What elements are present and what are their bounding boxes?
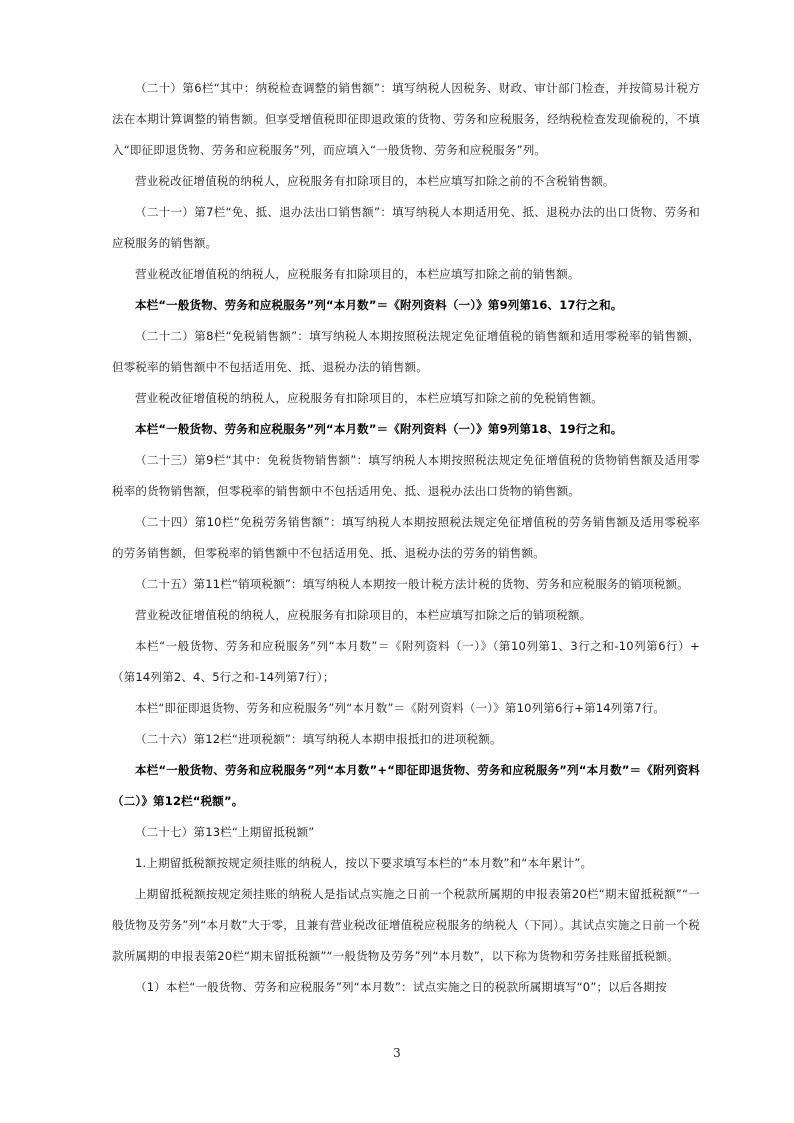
- paragraph: 营业税改征增值税的纳税人，应税服务有扣除项目的，本栏应填写扣除之前的不含税销售额。: [135, 174, 615, 188]
- formula-paragraph: 本栏“一般货物、劳务和应税服务”列“本月数”+“即征即退货物、劳务和应税服务”列“本月数”＝《附列资料（二）》第12栏“税额”。: [112, 763, 700, 808]
- document-body: [112, 73, 700, 1003]
- formula-paragraph: 本栏“一般货物、劳务和应税服务”列“本月数”＝《附列资料（一）》第9列第18、19行之和。: [135, 422, 623, 436]
- paragraph: 1.上期留抵税额按规定须挂账的纳税人，按以下要求填写本栏的“本月数”和“本年累计”。: [135, 856, 593, 870]
- paragraph: （二十六）第12栏“进项税额”：填写纳税人本期申报抵扣的进项税额。: [135, 732, 502, 746]
- paragraph: （二十三）第9栏“其中：免税货物销售额”：填写纳税人本期按照税法规定免征增值税的货物销售额及适用零税率的货物销售额，但零税率的销售额中不包括适用免、抵、退税办法出口货物的销售额。: [112, 453, 700, 498]
- paragraph: （二十四）第10栏“免税劳务销售额”：填写纳税人本期按照税法规定免征增值税的劳务销售额及适用零税率的劳务销售额，但零税率的销售额中不包括适用免、抵、退税办法的劳务的销售额。: [112, 515, 700, 560]
- paragraph: 营业税改征增值税的纳税人，应税服务有扣除项目的，本栏应填写扣除之前的免税销售额。: [135, 391, 603, 405]
- paragraph: 营业税改征增值税的纳税人，应税服务有扣除项目的，本栏应填写扣除之前的销售额。: [135, 267, 580, 281]
- paragraph: 本栏“一般货物、劳务和应税服务”列“本月数”＝《附列资料（一）》（第10列第1、3行之和-10列第6行）+（第14列第2、4、5行之和-14列第7行）；: [112, 639, 700, 684]
- paragraph: 上期留抵税额按规定须挂账的纳税人是指试点实施之日前一个税款所属期的申报表第20栏“期末留抵税额”“一般货物及劳务”列“本月数”大于零，且兼有营业税改征增值税应税服务的纳税人（下同）。其试点实施之日前一个税款所属期的申报表第20栏“期末留抵税额”“一般货物及劳务”列“本月数”，以下称为货物和劳务挂账留抵税额。: [112, 887, 700, 963]
- paragraph: （二十七）第13栏“上期留抵税额”: [135, 825, 315, 839]
- paragraph: 营业税改征增值税的纳税人，应税服务有扣除项目的，本栏应填写扣除之后的销项税额。: [135, 608, 592, 622]
- paragraph: （二十五）第11栏“销项税额”：填写纳税人本期按一般计税方法计税的货物、劳务和应税服务的销项税额。: [135, 577, 689, 591]
- paragraph: （二十）第6栏“其中：纳税检查调整的销售额”：填写纳税人因税务、财政、审计部门检查，并按简易计税方法在本期计算调整的销售额。但享受增值税即征即退政策的货物、劳务和应税服务，经纳税检查发现偷税的，不填入“即征即退货物、劳务和应税服务”列，而应填入“一般货物、劳务和应税服务”列。: [112, 81, 700, 157]
- paragraph: （1）本栏“一般货物、劳务和应税服务”列“本月数”：试点实施之日的税款所属期填写“0”；以后各期按: [135, 980, 667, 994]
- page-number: 3: [393, 1046, 401, 1060]
- paragraph: （二十一）第7栏“免、抵、退办法出口销售额”：填写纳税人本期适用免、抵、退税办法的出口货物、劳务和应税服务的销售额。: [112, 205, 700, 250]
- formula-paragraph: 本栏“一般货物、劳务和应税服务”列“本月数”＝《附列资料（一）》第9列第16、17行之和。: [135, 298, 623, 312]
- paragraph: 本栏“即征即退货物、劳务和应税服务”列“本月数”＝《附列资料（一）》第10列第6行+第14列第7行。: [135, 701, 666, 715]
- paragraph: （二十二）第8栏“免税销售额”：填写纳税人本期按照税法规定免征增值税的销售额和适用零税率的销售额，但零税率的销售额中不包括适用免、抵、退税办法的销售额。: [112, 329, 700, 374]
